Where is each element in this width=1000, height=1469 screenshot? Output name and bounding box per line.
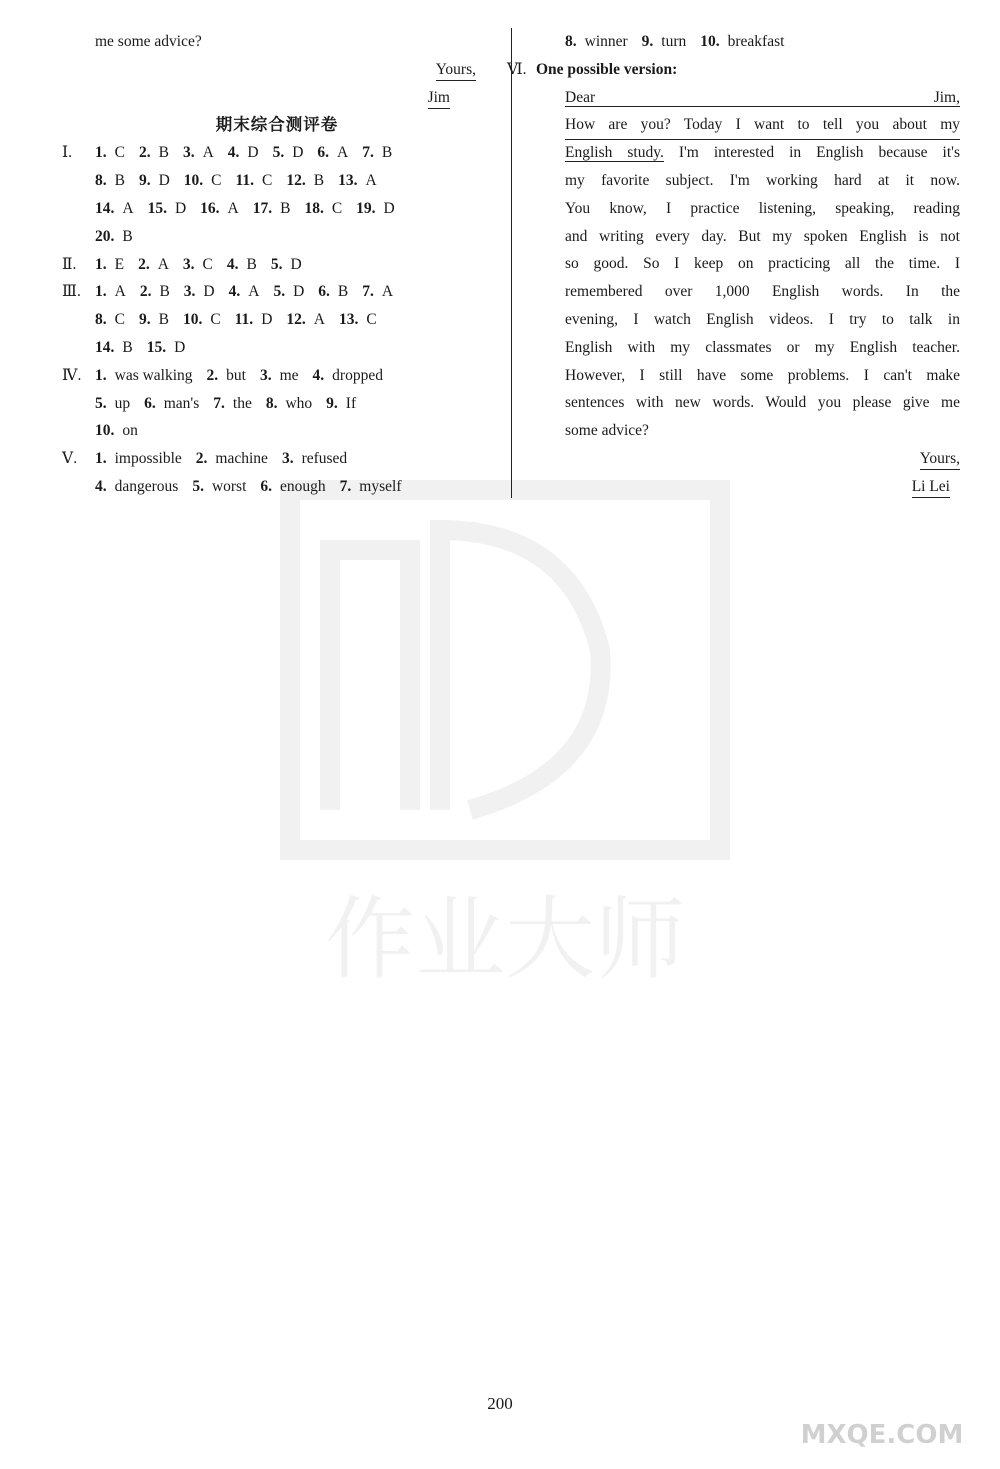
question-number: 10. (183, 172, 204, 190)
answer-value: C (114, 144, 125, 162)
essay-line: and writing every day. But my spoken English is not (565, 227, 960, 245)
essay-line: English with my classmates or my English teacher. (565, 338, 960, 356)
answer-value: A (313, 311, 325, 329)
answer-value: was walking (114, 366, 193, 384)
answer-row (62, 223, 492, 251)
answer-item (200, 195, 253, 223)
answer-item (95, 278, 140, 306)
question-number: 6. (317, 144, 330, 162)
question-number: 14. (95, 338, 115, 356)
answer-item (95, 139, 139, 167)
answer-value: B (158, 144, 169, 162)
section-label: Ⅲ. (62, 283, 81, 301)
question-number: 9. (326, 394, 338, 412)
question-number: 20. (95, 227, 115, 245)
answer-item (253, 195, 305, 223)
essay-signature: Li Lei (536, 473, 960, 501)
question-number: 17. (252, 199, 273, 217)
answer-item (304, 195, 356, 223)
svg-text:MXQE.COM: MXQE.COM (800, 1420, 964, 1450)
answer-value: machine (215, 450, 268, 468)
answer-item (95, 334, 147, 362)
answer-value: D (247, 144, 259, 162)
answer-item (192, 473, 260, 501)
answer-item (184, 278, 229, 306)
answer-value: B (246, 255, 257, 273)
answer-item (260, 473, 339, 501)
answer-item (282, 445, 361, 473)
section-1-answers (62, 139, 492, 250)
section-title: 期末综合测评卷 (215, 115, 339, 135)
answer-item (565, 28, 642, 56)
question-number: 2. (206, 366, 219, 384)
answer-value: A (248, 283, 260, 301)
svg-text:作业大师: 作业大师 (325, 887, 685, 992)
answer-item (318, 278, 362, 306)
answer-item (183, 251, 227, 279)
answer-value: dropped (332, 366, 383, 384)
answer-row (62, 334, 492, 362)
answer-item (95, 306, 139, 334)
answer-item (95, 473, 192, 501)
question-number: 5. (192, 477, 204, 495)
answer-value: up (114, 394, 131, 412)
question-number: 15. (146, 338, 167, 356)
section-6-label: Ⅵ. (507, 60, 527, 78)
answer-value: C (262, 172, 273, 190)
answer-value: D (158, 172, 170, 190)
answer-value: A (122, 199, 134, 217)
answer-item (139, 139, 183, 167)
question-number: 3. (281, 450, 294, 468)
question-number: 4. (95, 477, 107, 495)
answer-value: D (290, 255, 302, 273)
answer-item (139, 306, 183, 334)
question-number: 1. (95, 144, 107, 162)
answer-row (62, 417, 492, 445)
question-number: 2. (138, 255, 150, 273)
answer-row (62, 167, 492, 195)
answer-value: B (122, 227, 133, 245)
answer-item (228, 139, 273, 167)
answer-value: B (122, 338, 133, 356)
answer-item (196, 445, 282, 473)
answer-value: enough (280, 477, 326, 495)
answer-value: me (279, 366, 299, 384)
question-number: 12. (286, 311, 306, 329)
question-number: 13. (338, 311, 359, 329)
answer-value: A (157, 255, 169, 273)
answer-item (95, 251, 138, 279)
section-label: Ⅴ. (62, 450, 78, 468)
answer-item (95, 195, 148, 223)
answer-value: dangerous (114, 477, 179, 495)
answer-value: impossible (114, 450, 182, 468)
answer-item (147, 334, 200, 362)
sample-essay (536, 84, 960, 445)
answer-item (271, 251, 316, 279)
question-number: 7. (339, 477, 352, 495)
left-column (62, 28, 492, 501)
question-number: 3. (183, 283, 196, 301)
answer-row (62, 445, 492, 473)
essay-line: my favorite subject. I'm working hard at it now. (565, 171, 960, 189)
answer-item (95, 167, 139, 195)
answer-value: D (174, 338, 186, 356)
question-number: 11. (235, 172, 255, 190)
question-number: 1. (95, 366, 107, 384)
answer-row (62, 278, 492, 306)
question-number: 6. (318, 283, 330, 301)
answer-value: C (202, 255, 213, 273)
question-number: 5. (272, 144, 285, 162)
answer-item (235, 306, 287, 334)
corner-watermark-logo (782, 1395, 982, 1455)
answer-value: C (366, 311, 377, 329)
answer-row (62, 390, 492, 418)
question-number: 2. (195, 450, 208, 468)
question-number: 6. (144, 394, 156, 412)
answer-item (227, 251, 271, 279)
answer-value: C (331, 199, 343, 217)
question-number: 11. (234, 311, 254, 329)
answer-item (700, 28, 798, 56)
essay-line: sentences with new words. Would you please give me (565, 394, 960, 412)
question-number: 8. (565, 33, 577, 50)
answer-value: A (227, 199, 239, 217)
answer-item (95, 445, 196, 473)
answer-value: D (203, 283, 215, 301)
answer-item (95, 362, 207, 390)
letter-continuation: me some advice? (95, 33, 202, 50)
section-5-continued (536, 28, 960, 56)
answer-value: B (381, 144, 393, 162)
question-number: 4. (226, 255, 239, 273)
section-5-answers (62, 445, 492, 501)
answer-value: turn (661, 33, 687, 50)
question-number: 3. (182, 255, 195, 273)
question-number: 5. (273, 283, 286, 301)
question-number: 10. (95, 422, 115, 440)
question-number: 19. (356, 199, 376, 217)
answer-value: B (114, 172, 125, 190)
question-number: 2. (138, 144, 151, 162)
section-6-heading (507, 56, 960, 84)
answer-value: A (114, 283, 126, 301)
question-number: 2. (139, 283, 152, 301)
question-number: 1. (95, 283, 107, 301)
answer-value: D (174, 199, 187, 217)
answer-value: myself (359, 477, 402, 495)
essay-line: You know, I practice listening, speaking, reading (565, 199, 960, 217)
essay-line: some advice? (565, 422, 649, 440)
question-number: 7. (362, 144, 374, 162)
answer-value: A (365, 172, 377, 190)
section-2-answers (62, 251, 492, 279)
question-number: 8. (95, 311, 107, 329)
answer-item (207, 362, 260, 390)
watermark-logo (270, 470, 740, 1090)
answer-item (236, 167, 287, 195)
answer-value: A (202, 144, 214, 162)
answer-value: E (114, 255, 125, 273)
question-number: 9. (138, 172, 151, 190)
question-number: 10. (700, 33, 720, 50)
question-number: 16. (200, 199, 220, 217)
question-number: 14. (95, 199, 115, 217)
answer-item (362, 139, 406, 167)
answer-value: but (226, 366, 246, 384)
essay-line: English study. I'm interested in English because it's (565, 144, 960, 162)
answer-item (144, 390, 213, 418)
essay-line: so good. So I keep on practicing all the time. I (565, 255, 960, 273)
answer-item (260, 362, 313, 390)
question-number: 7. (362, 283, 374, 301)
section-label: Ⅱ. (62, 255, 77, 273)
answer-value: A (381, 283, 394, 301)
answer-value: breakfast (727, 33, 785, 50)
section-6-title: One possible version: (536, 60, 678, 78)
question-number: 5. (95, 394, 107, 412)
answer-item (273, 278, 318, 306)
essay-line: remembered over 1,000 English words. In the (565, 283, 960, 301)
column-divider (511, 28, 512, 498)
answer-item (95, 417, 152, 445)
answer-item (140, 278, 184, 306)
answer-value: B (159, 283, 170, 301)
question-number: 8. (265, 394, 278, 412)
answer-value: D (261, 311, 273, 329)
question-number: 12. (286, 172, 306, 190)
answer-value: B (280, 199, 291, 217)
answer-value: D (383, 199, 395, 217)
question-number: 18. (304, 199, 324, 217)
section-label: Ⅳ. (62, 366, 82, 384)
question-number: 7. (213, 394, 225, 412)
answer-item (95, 390, 144, 418)
page-number: 200 (487, 1394, 513, 1413)
answer-item (326, 390, 370, 418)
answer-item (213, 390, 266, 418)
section-label: Ⅰ. (62, 144, 72, 162)
answer-value: C (114, 311, 125, 329)
answer-value: D (292, 144, 304, 162)
answer-item (339, 306, 391, 334)
question-number: 5. (270, 255, 283, 273)
question-number: 4. (312, 366, 325, 384)
question-number: 4. (227, 144, 240, 162)
question-number: 1. (95, 450, 107, 468)
answer-item (95, 223, 147, 251)
answer-item (338, 167, 391, 195)
question-number: 3. (182, 144, 195, 162)
question-number: 3. (259, 366, 272, 384)
answer-row (62, 362, 492, 390)
answer-value: B (313, 172, 325, 190)
right-column (507, 28, 960, 501)
answer-value: who (285, 394, 313, 412)
essay-closing: Yours, (536, 445, 960, 473)
question-number: 13. (338, 172, 358, 190)
question-number: 9. (641, 33, 654, 50)
answer-value: refused (301, 450, 348, 468)
letter-signature: Jim (62, 84, 492, 112)
answer-value: B (158, 311, 169, 329)
answer-value: worst (211, 477, 247, 495)
answer-value: D (293, 283, 305, 301)
answer-row (62, 306, 492, 334)
answer-item (642, 28, 701, 56)
answer-row (62, 139, 492, 167)
letter-closing: Yours, (62, 56, 492, 84)
answer-item (362, 278, 407, 306)
essay-greeting: Dear Jim, (565, 88, 960, 106)
question-number: 6. (260, 477, 273, 495)
answer-value: If (345, 394, 357, 412)
section-3-answers (62, 278, 492, 361)
answer-row (62, 195, 492, 223)
answer-row (62, 251, 492, 279)
answer-item (138, 251, 183, 279)
answer-value: winner (584, 33, 628, 50)
answer-row (62, 473, 492, 501)
answer-item (356, 195, 409, 223)
answer-value: C (211, 172, 222, 190)
answer-item (313, 362, 397, 390)
essay-line: evening, I watch English videos. I try to talk in (565, 310, 960, 328)
answer-item (229, 278, 274, 306)
answer-value: B (337, 283, 349, 301)
answer-value: C (210, 311, 221, 329)
answer-value: on (122, 422, 138, 440)
answer-value: the (232, 394, 252, 412)
answer-value: man's (163, 394, 200, 412)
essay-line: However, I still have some problems. I can't make (565, 366, 960, 384)
essay-line: How are you? Today I want to tell you about my (536, 111, 960, 139)
section-4-answers (62, 362, 492, 445)
answer-item (286, 167, 338, 195)
question-number: 15. (147, 199, 167, 217)
answer-item (183, 306, 235, 334)
question-number: 4. (228, 283, 241, 301)
question-number: 10. (182, 311, 203, 329)
answer-item (184, 167, 236, 195)
question-number: 8. (95, 172, 107, 190)
question-number: 1. (95, 255, 107, 273)
answer-value: A (337, 144, 349, 162)
answer-item (266, 390, 326, 418)
question-number: 9. (138, 311, 151, 329)
answer-item (183, 139, 228, 167)
answer-item (148, 195, 201, 223)
answer-item (273, 139, 318, 167)
answer-item (139, 167, 184, 195)
answer-item (317, 139, 362, 167)
answer-item (340, 473, 416, 501)
answer-item (286, 306, 339, 334)
